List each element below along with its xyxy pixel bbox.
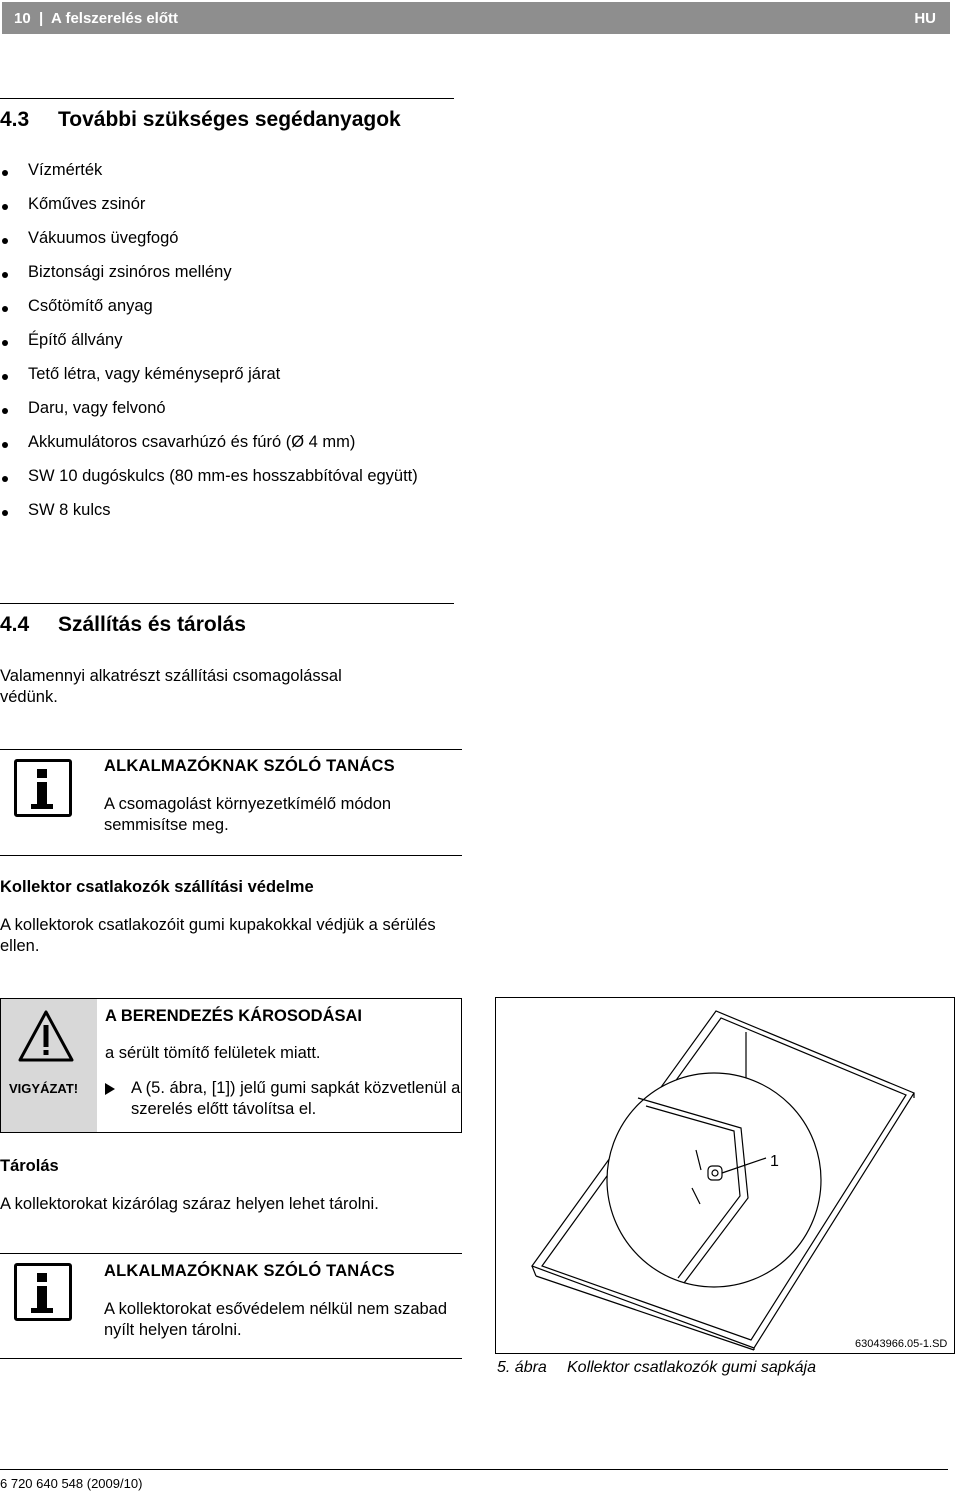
subheading-storage: Tárolás	[0, 1157, 59, 1175]
warning-triangle-icon	[17, 1009, 75, 1063]
protection-text: A kollektorok csatlakozóit gumi kupakokkal védjük a sérülés ellen.	[0, 916, 436, 955]
note-rule-bottom	[0, 1358, 462, 1359]
list-item: Építő állvány	[0, 330, 450, 351]
footer-doc-number: 6 720 640 548 (2009/10)	[0, 1476, 143, 1491]
list-item: Akkumulátoros csavarhúzó és fúró (Ø 4 mm)	[0, 432, 450, 453]
section-title: További szükséges segédanyagok	[58, 108, 401, 131]
list-item: Vákuumos üvegfogó	[0, 228, 450, 249]
warning-title: A BERENDEZÉS KÁROSODÁSAI	[105, 1007, 362, 1025]
warning-box	[0, 998, 462, 1133]
info-icon	[14, 759, 72, 817]
arrow-icon	[105, 1083, 115, 1095]
figure-code: 63043966.05-1.SD	[855, 1338, 948, 1350]
collector-illustration	[496, 998, 954, 1353]
section-rule	[0, 603, 454, 604]
list-item: Kőműves zsinór	[0, 194, 450, 215]
header-section: A felszerelés előtt	[51, 10, 178, 27]
list-item: Csőtömítő anyag	[0, 296, 450, 317]
list-item: SW 10 dugóskulcs (80 mm-es hosszabbítóval együtt)	[0, 466, 428, 487]
list-item: Biztonsági zsinóros mellény	[0, 262, 450, 283]
note-rule-bottom	[0, 855, 462, 856]
header-left: 10 | A felszerelés előtt	[14, 10, 178, 27]
note-text: A kollektorokat esővédelem nélkül nem szabad nyílt helyen tárolni.	[104, 1300, 448, 1339]
warning-action: A (5. ábra, [1]) jelű gumi sapkát közvetlenül a szerelés előtt távolítsa el.	[131, 1079, 461, 1118]
section-heading-4-4	[0, 613, 246, 637]
figure-marker: 1	[770, 1153, 779, 1170]
warning-side	[1, 999, 97, 1132]
list-item: Daru, vagy felvonó	[0, 398, 450, 419]
info-icon	[14, 1263, 72, 1321]
figure-caption	[497, 1359, 816, 1377]
page-header	[2, 2, 950, 34]
list-item: SW 8 kulcs	[0, 500, 450, 521]
warning-label: VIGYÁZAT!	[9, 1081, 79, 1096]
subheading-protection: Kollektor csatlakozók szállítási védelme	[0, 878, 314, 896]
section-number: 4.4	[0, 613, 30, 636]
header-lang: HU	[914, 10, 936, 27]
note-rule-top	[0, 1253, 462, 1254]
footer-rule	[0, 1469, 948, 1470]
storage-text: A kollektorokat kizárólag száraz helyen lehet tárolni.	[0, 1195, 379, 1213]
list-item: Vízmérték	[0, 160, 450, 181]
note-text: A csomagolást környezetkímélő módon semmisítse meg.	[104, 795, 392, 834]
section-number: 4.3	[0, 108, 30, 131]
page-number: 10	[14, 10, 31, 27]
figure-number: 5. ábra	[497, 1359, 547, 1376]
section-text: Valamennyi alkatrészt szállítási csomagolással védünk.	[0, 667, 342, 706]
list-item: Tető létra, vagy kéményseprő járat	[0, 364, 450, 385]
section-title: Szállítás és tárolás	[58, 613, 246, 636]
aids-list	[0, 160, 450, 534]
figure-frame	[495, 997, 955, 1354]
note-rule-top	[0, 749, 462, 750]
warning-line: a sérült tömítő felületek miatt.	[105, 1044, 321, 1062]
section-rule	[0, 98, 454, 99]
section-heading-4-3	[0, 108, 401, 132]
figure-caption-text: Kollektor csatlakozók gumi sapkája	[567, 1359, 817, 1376]
note-title: ALKALMAZÓKNAK SZÓLÓ TANÁCS	[104, 757, 395, 775]
note-title: ALKALMAZÓKNAK SZÓLÓ TANÁCS	[104, 1262, 395, 1280]
